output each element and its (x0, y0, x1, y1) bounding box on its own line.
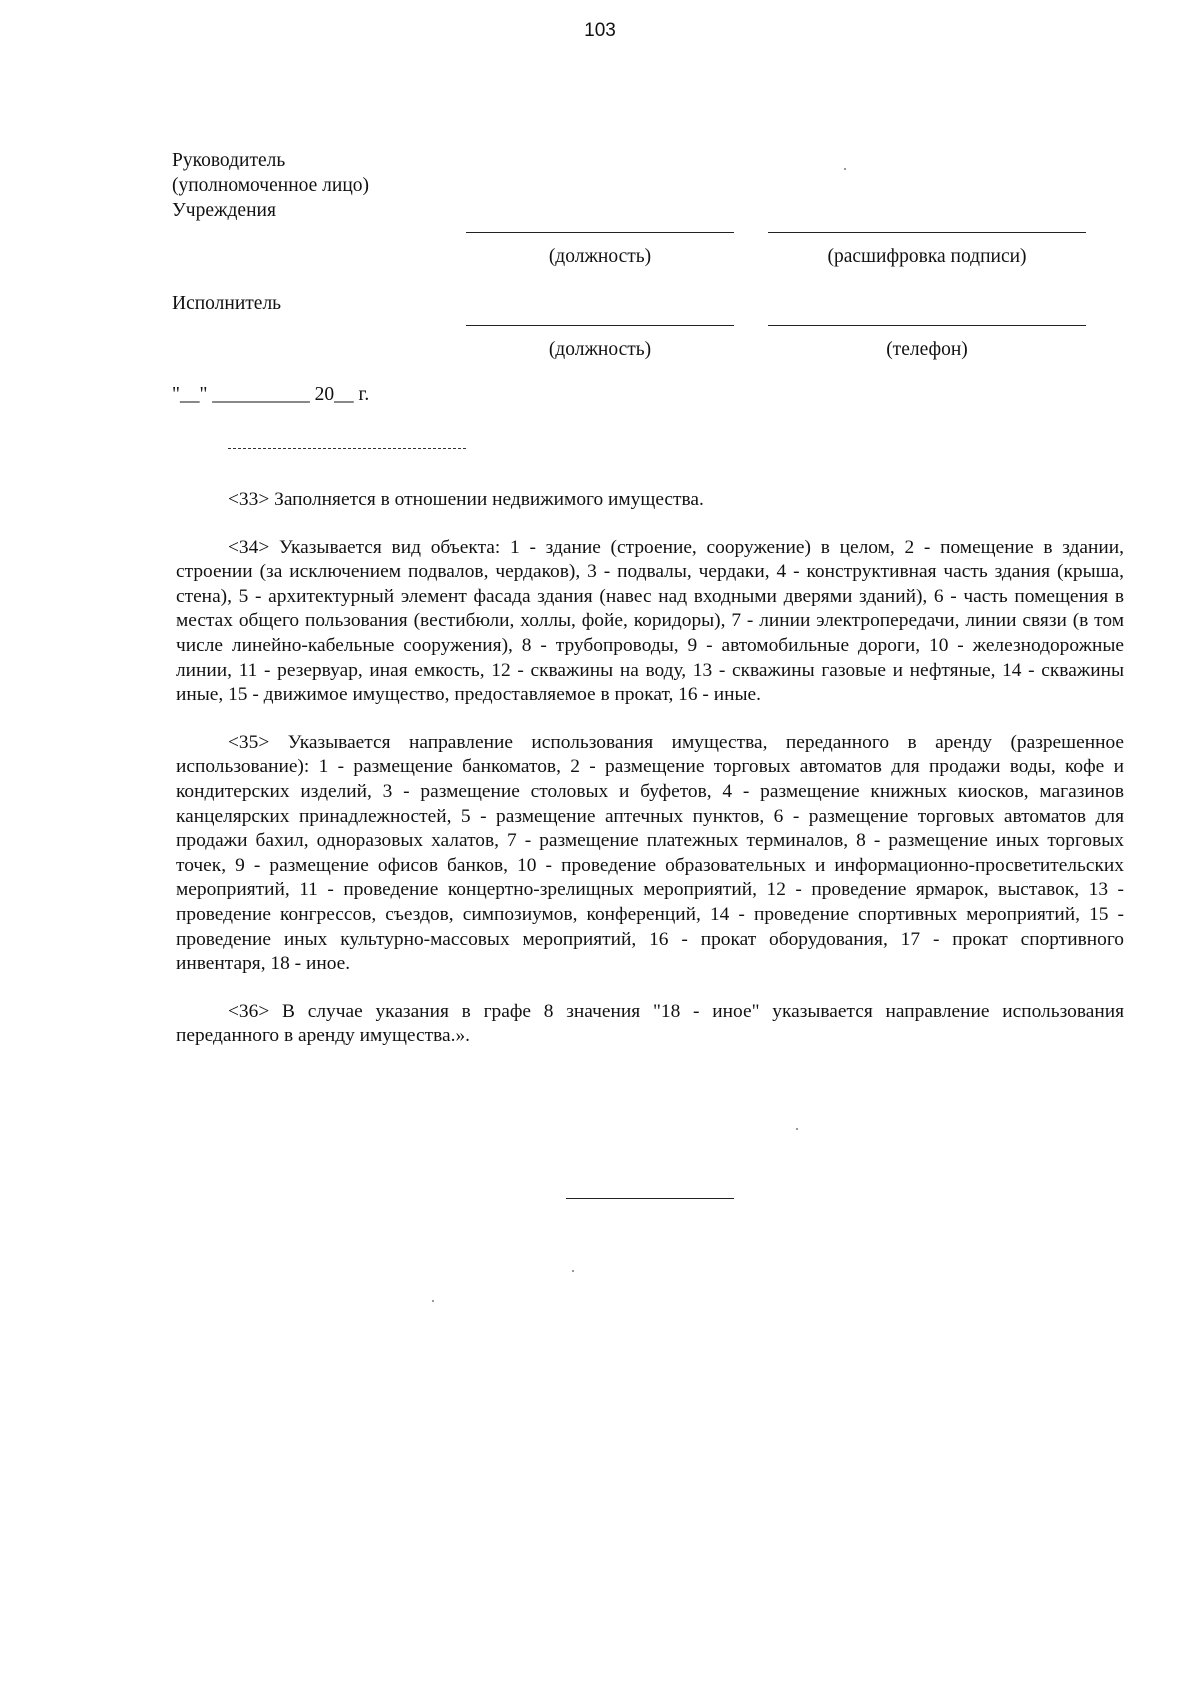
scan-speck (572, 1270, 574, 1272)
scan-speck (432, 1300, 434, 1302)
executor-position-line (466, 325, 734, 326)
executor-phone-line (768, 325, 1086, 326)
signatory-line-2: (уполномоченное лицо) (172, 175, 369, 196)
signatory-line-3: Учреждения (172, 200, 276, 221)
footnote-separator (228, 448, 466, 449)
date-line: "__" __________ 20__ г. (172, 384, 370, 405)
footnote-35: <35> Указывается направление использования имущества, переданного в аренду (разрешенное использование): 1 - размещение банкоматов, 2 - размещение торговых автоматов для продажи воды, кофе и кондитерских изделий, 3 - размещение столовых и буфетов, 4 - размещение книжных киосков, магазинов канцелярских принадлежностей, 5 - размещение аптечных пунктов, 6 - размещение торговых автоматов для продажи бахил, одноразовых халатов, 7 - размещение платежных терминалов, 8 - размещение иных торговых точек, 9 - размещение офисов банков, 10 - проведение образовательных и информационно-просветительских мероприятий, 11 - проведение концертно-зрелищных мероприятий, 12 - проведение ярмарок, выставок, 13 - проведение конгрессов, съездов, симпозиумов, конференций, 14 - проведение спортивных мероприятий, 15 - проведение иных культурно-массовых мероприятий, 16 - прокат оборудования, 17 - прокат спортивного инвентаря, 18 - иное. (176, 731, 1124, 975)
signatory-name-caption: (расшифровка подписи) (827, 246, 1027, 267)
scan-speck (844, 168, 846, 170)
signatory-line-1: Руководитель (172, 150, 286, 171)
executor-phone-caption: (телефон) (886, 339, 968, 360)
signatory-name-line (768, 232, 1086, 233)
executor-position-caption: (должность) (548, 339, 652, 360)
signatory-position-line (466, 232, 734, 233)
footnotes (176, 488, 1124, 1072)
footnote-36: <36> В случае указания в графе 8 значения "18 - иное" указывается направление использования переданного в аренду имущества.». (176, 1000, 1124, 1047)
executor-label: Исполнитель (172, 293, 282, 314)
end-rule (566, 1198, 734, 1199)
signatory-label (172, 148, 369, 223)
footnote-33: <33> Заполняется в отношении недвижимого имущества. (228, 489, 704, 510)
scan-speck (796, 1128, 798, 1130)
signatory-position-caption: (должность) (548, 246, 652, 267)
page-number: 103 (584, 20, 616, 41)
footnote-34: <34> Указывается вид объекта: 1 - здание (строение, сооружение) в целом, 2 - помещение в здании, строении (за исключением подвалов, чердаков), 3 - подвалы, чердаки, 4 - конструктивная часть здания (крыша, стена), 5 - архитектурный элемент фасада здания (навес над входными дверями зданий), 6 - часть помещения в местах общего пользования (вестибюли, холлы, фойе, коридоры), 7 - линии электропередачи, линии связи (в том числе линейно-кабельные сооружения), 8 - трубопроводы, 9 - автомобильные дороги, 10 - железнодорожные линии, 11 - резервуар, иная емкость, 12 - скважины на воду, 13 - скважины газовые и нефтяные, 14 - скважины иные, 15 - движимое имущество, предоставляемое в прокат, 16 - иные. (176, 536, 1124, 706)
